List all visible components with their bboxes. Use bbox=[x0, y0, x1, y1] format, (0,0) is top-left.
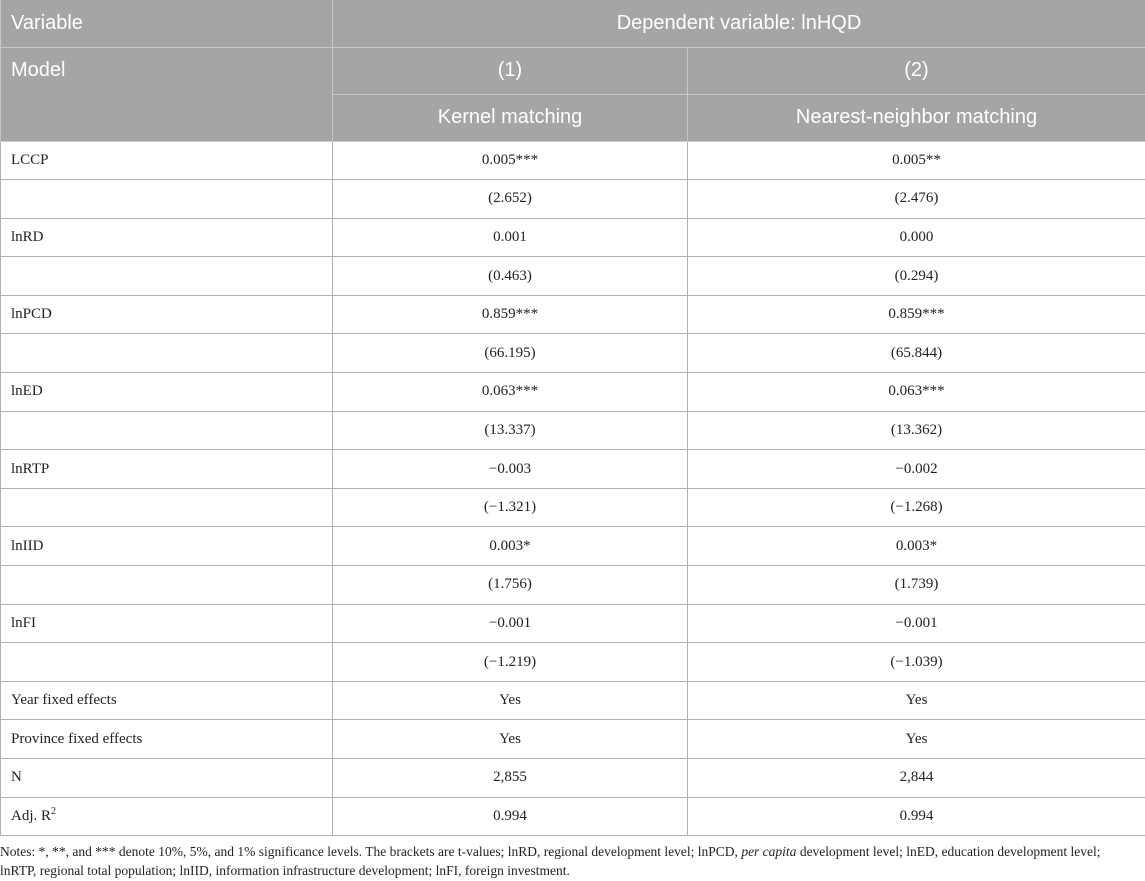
row-label bbox=[1, 488, 333, 527]
cell-model-2: 2,844 bbox=[688, 759, 1145, 798]
cell-model-1: Yes bbox=[333, 720, 688, 759]
table-row bbox=[1, 411, 1145, 450]
cell-model-2: 0.003* bbox=[688, 527, 1145, 566]
row-label: lnED bbox=[1, 373, 333, 412]
cell-model-1: 0.003* bbox=[333, 527, 688, 566]
row-label: lnIID bbox=[1, 527, 333, 566]
model-2-header: (2) bbox=[688, 47, 1145, 94]
cell-model-1: 0.005*** bbox=[333, 141, 688, 180]
cell-model-2: (0.294) bbox=[688, 257, 1145, 296]
cell-model-2: (1.739) bbox=[688, 566, 1145, 605]
table-notes bbox=[0, 842, 1140, 880]
row-label bbox=[1, 566, 333, 605]
cell-model-2: 0.005** bbox=[688, 141, 1145, 180]
cell-model-2: −0.002 bbox=[688, 450, 1145, 489]
table-row bbox=[1, 720, 1145, 759]
cell-model-1: (13.337) bbox=[333, 411, 688, 450]
table-row bbox=[1, 180, 1145, 219]
adj-r2-label-text: Adj. R bbox=[11, 807, 52, 824]
table-row bbox=[1, 643, 1145, 682]
header-row-variable bbox=[1, 0, 1145, 47]
table-row bbox=[1, 257, 1145, 296]
row-label: lnFI bbox=[1, 604, 333, 643]
cell-model-1: (−1.321) bbox=[333, 488, 688, 527]
table-row bbox=[1, 759, 1145, 798]
cell-model-1: (0.463) bbox=[333, 257, 688, 296]
dependent-variable-header: Dependent variable: lnHQD bbox=[333, 0, 1145, 47]
cell-model-2: (−1.268) bbox=[688, 488, 1145, 527]
cell-model-2: −0.001 bbox=[688, 604, 1145, 643]
row-label bbox=[1, 411, 333, 450]
cell-model-1: (2.652) bbox=[333, 180, 688, 219]
table-row bbox=[1, 681, 1145, 720]
method-1-header: Kernel matching bbox=[333, 94, 688, 141]
model-header: Model bbox=[1, 47, 333, 94]
table-row bbox=[1, 604, 1145, 643]
table-body bbox=[1, 141, 1145, 836]
row-label: lnPCD bbox=[1, 295, 333, 334]
cell-model-2: (−1.039) bbox=[688, 643, 1145, 682]
cell-model-2: 0.859*** bbox=[688, 295, 1145, 334]
row-label bbox=[1, 180, 333, 219]
notes-text-1: Notes: *, **, and *** denote 10%, 5%, and 1% significance levels. The brackets are t-values; lnRD, regional development level; lnPCD, bbox=[0, 844, 742, 859]
row-label: lnRD bbox=[1, 218, 333, 257]
table-row bbox=[1, 334, 1145, 373]
cell-model-1: 0.001 bbox=[333, 218, 688, 257]
adj-r2-superscript: 2 bbox=[51, 805, 57, 817]
header-row-model bbox=[1, 47, 1145, 94]
cell-model-2: (2.476) bbox=[688, 180, 1145, 219]
cell-model-1: 0.859*** bbox=[333, 295, 688, 334]
row-label: lnRTP bbox=[1, 450, 333, 489]
cell-model-2: (13.362) bbox=[688, 411, 1145, 450]
row-label: Province fixed effects bbox=[1, 720, 333, 759]
table-row bbox=[1, 141, 1145, 180]
cell-model-1: −0.003 bbox=[333, 450, 688, 489]
variable-header: Variable bbox=[1, 0, 333, 47]
notes-text-2: development level; lnED, education development level; lnRTP, regional total population; lnIID, information infrastructure development; lnFI, foreign investment. bbox=[0, 844, 1101, 878]
cell-model-2: 0.000 bbox=[688, 218, 1145, 257]
cell-model-2: Yes bbox=[688, 720, 1145, 759]
table-row bbox=[1, 566, 1145, 605]
cell-model-1: (1.756) bbox=[333, 566, 688, 605]
cell-model-1: (66.195) bbox=[333, 334, 688, 373]
table-row-adj-r2 bbox=[1, 797, 1145, 836]
method-header-blank bbox=[1, 94, 333, 141]
row-label: LCCP bbox=[1, 141, 333, 180]
cell-model-1: 2,855 bbox=[333, 759, 688, 798]
cell-model-1: Yes bbox=[333, 681, 688, 720]
method-2-header: Nearest-neighbor matching bbox=[688, 94, 1145, 141]
row-label: Year fixed effects bbox=[1, 681, 333, 720]
row-label bbox=[1, 334, 333, 373]
table-row bbox=[1, 488, 1145, 527]
notes-italic: per capita bbox=[741, 844, 797, 859]
cell-model-1: 0.063*** bbox=[333, 373, 688, 412]
row-label: N bbox=[1, 759, 333, 798]
cell-model-2: (65.844) bbox=[688, 334, 1145, 373]
row-label bbox=[1, 257, 333, 296]
cell-model-1: (−1.219) bbox=[333, 643, 688, 682]
cell-model-1: −0.001 bbox=[333, 604, 688, 643]
table-row bbox=[1, 527, 1145, 566]
adj-r2-model-2: 0.994 bbox=[688, 797, 1145, 836]
table-row bbox=[1, 450, 1145, 489]
adj-r2-label bbox=[1, 797, 333, 836]
header-row-method bbox=[1, 94, 1145, 141]
adj-r2-model-1: 0.994 bbox=[333, 797, 688, 836]
table-row bbox=[1, 218, 1145, 257]
cell-model-2: 0.063*** bbox=[688, 373, 1145, 412]
model-1-header: (1) bbox=[333, 47, 688, 94]
table-row bbox=[1, 373, 1145, 412]
cell-model-2: Yes bbox=[688, 681, 1145, 720]
table-row bbox=[1, 295, 1145, 334]
row-label bbox=[1, 643, 333, 682]
